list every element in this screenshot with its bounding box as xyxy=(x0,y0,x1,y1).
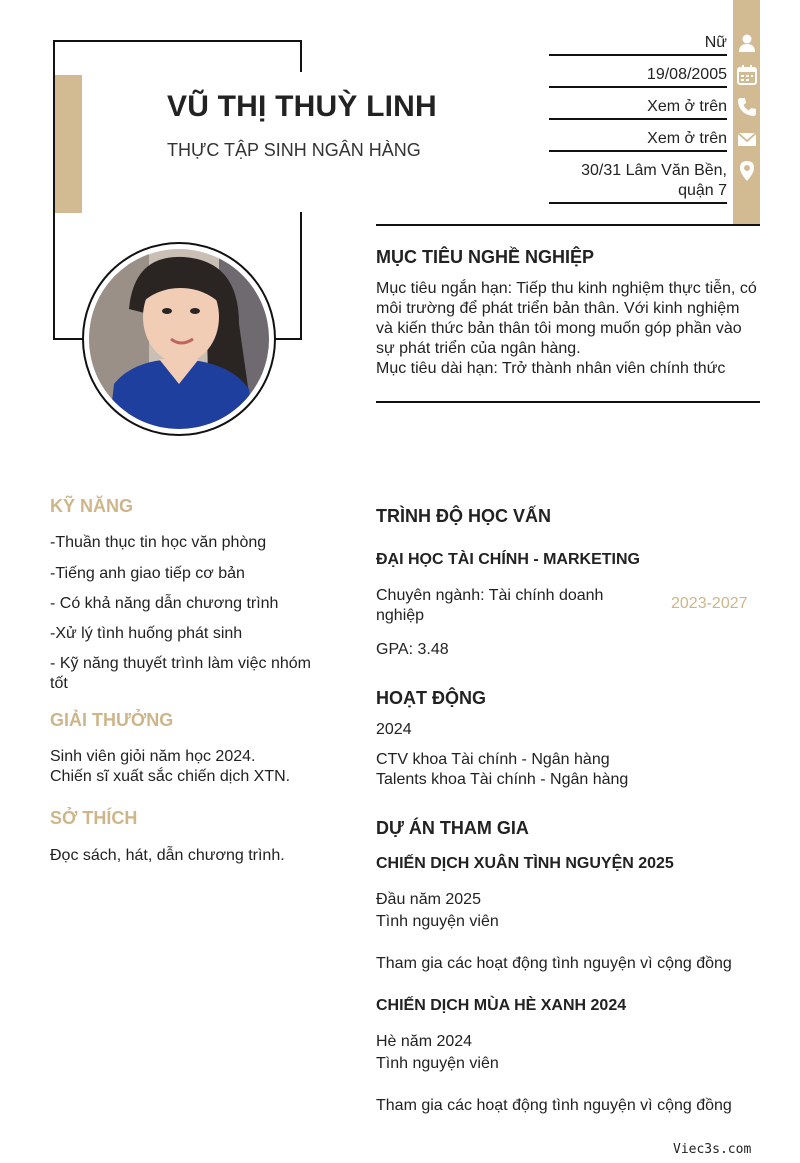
skill-item: -Tiếng anh giao tiếp cơ bản xyxy=(50,565,245,582)
projects-title: DỰ ÁN THAM GIA xyxy=(376,818,529,838)
skill-item: - Kỹ năng thuyết trình làm việc nhóm tốt xyxy=(50,655,311,692)
project-description: Tham gia các hoạt động tình nguyện vì cộng đồng xyxy=(376,1097,732,1114)
education-title: TRÌNH ĐỘ HỌC VẤN xyxy=(376,506,551,526)
project-details xyxy=(376,890,760,974)
activity-item: CTV khoa Tài chính - Ngân hàng xyxy=(376,751,610,768)
project-time: Hè năm 2024 xyxy=(376,1033,473,1050)
objective-short-term: Mục tiêu ngắn hạn: Tiếp thu kinh nghiệm thực tiễn, có môi trường để phát triển bản thân. Với kinh nghiệm và kiến thức bản thân tôi mong muốn góp phần vào sự phát triển của ngân hàng. xyxy=(376,280,757,357)
address-line-1: 30/31 Lâm Văn Bền, xyxy=(581,162,727,179)
project-role: Tình nguyện viên xyxy=(376,1055,499,1072)
address-line-2: quận 7 xyxy=(678,182,727,199)
watermark: Viec3s.com xyxy=(673,1142,752,1157)
objective-top-rule xyxy=(376,224,760,226)
person-icon xyxy=(736,32,758,54)
activity-item: Talents khoa Tài chính - Ngân hàng xyxy=(376,771,629,788)
phone-icon xyxy=(736,96,758,118)
objective-title: MỤC TIÊU NGHỀ NGHIỆP xyxy=(376,247,595,267)
skill-item: -Thuần thục tin học văn phòng xyxy=(50,534,267,551)
location-pin-icon xyxy=(736,160,758,182)
awards-title: GIẢI THƯỞNG xyxy=(50,710,174,730)
email-icon xyxy=(736,128,758,150)
contact-phone: Xem ở trên xyxy=(549,97,727,120)
job-title: THỰC TẬP SINH NGÂN HÀNG xyxy=(167,140,421,160)
project-time: Đầu năm 2025 xyxy=(376,891,481,908)
education-school: ĐẠI HỌC TÀI CHÍNH - MARKETING xyxy=(376,551,640,568)
project-name: CHIẾN DỊCH MÙA HÈ XANH 2024 xyxy=(376,997,627,1014)
project-details xyxy=(376,1032,760,1116)
objective-text xyxy=(376,279,760,379)
activities-year: 2024 xyxy=(376,721,412,738)
contact-email: Xem ở trên xyxy=(549,129,727,152)
objective-long-term: Mục tiêu dài hạn: Trở thành nhân viên chính thức xyxy=(376,360,726,377)
hobbies-text: Đọc sách, hát, dẫn chương trình. xyxy=(50,847,285,864)
award-item: Chiến sĩ xuất sắc chiến dịch XTN. xyxy=(50,768,291,785)
hobbies-title: SỞ THÍCH xyxy=(50,808,138,828)
skills-title: KỸ NĂNG xyxy=(50,496,134,516)
education-major: Chuyên ngành: Tài chính doanh nghiệp xyxy=(376,587,604,624)
skill-item: - Có khả năng dẫn chương trình xyxy=(50,595,279,612)
header-accent-bar xyxy=(55,75,82,213)
objective-bottom-rule xyxy=(376,401,760,403)
contact-address xyxy=(549,161,727,204)
profile-photo xyxy=(89,249,269,429)
candidate-name: VŨ THỊ THUỲ LINH xyxy=(167,90,437,123)
activities-list xyxy=(376,750,760,790)
project-name: CHIẾN DỊCH XUÂN TÌNH NGUYỆN 2025 xyxy=(376,855,674,872)
calendar-icon xyxy=(736,64,758,86)
awards-list xyxy=(50,747,340,787)
contact-birthday: 19/08/2005 xyxy=(549,65,727,88)
project-description: Tham gia các hoạt động tình nguyện vì cộng đồng xyxy=(376,955,732,972)
activities-title: HOẠT ĐỘNG xyxy=(376,688,486,708)
contact-gender: Nữ xyxy=(549,33,727,56)
education-gpa: GPA: 3.48 xyxy=(376,641,449,658)
skill-item: -Xử lý tình huống phát sinh xyxy=(50,625,243,642)
award-item: Sinh viên giỏi năm học 2024. xyxy=(50,748,256,765)
project-role: Tình nguyện viên xyxy=(376,913,499,930)
education-years: 2023-2027 xyxy=(671,595,748,612)
